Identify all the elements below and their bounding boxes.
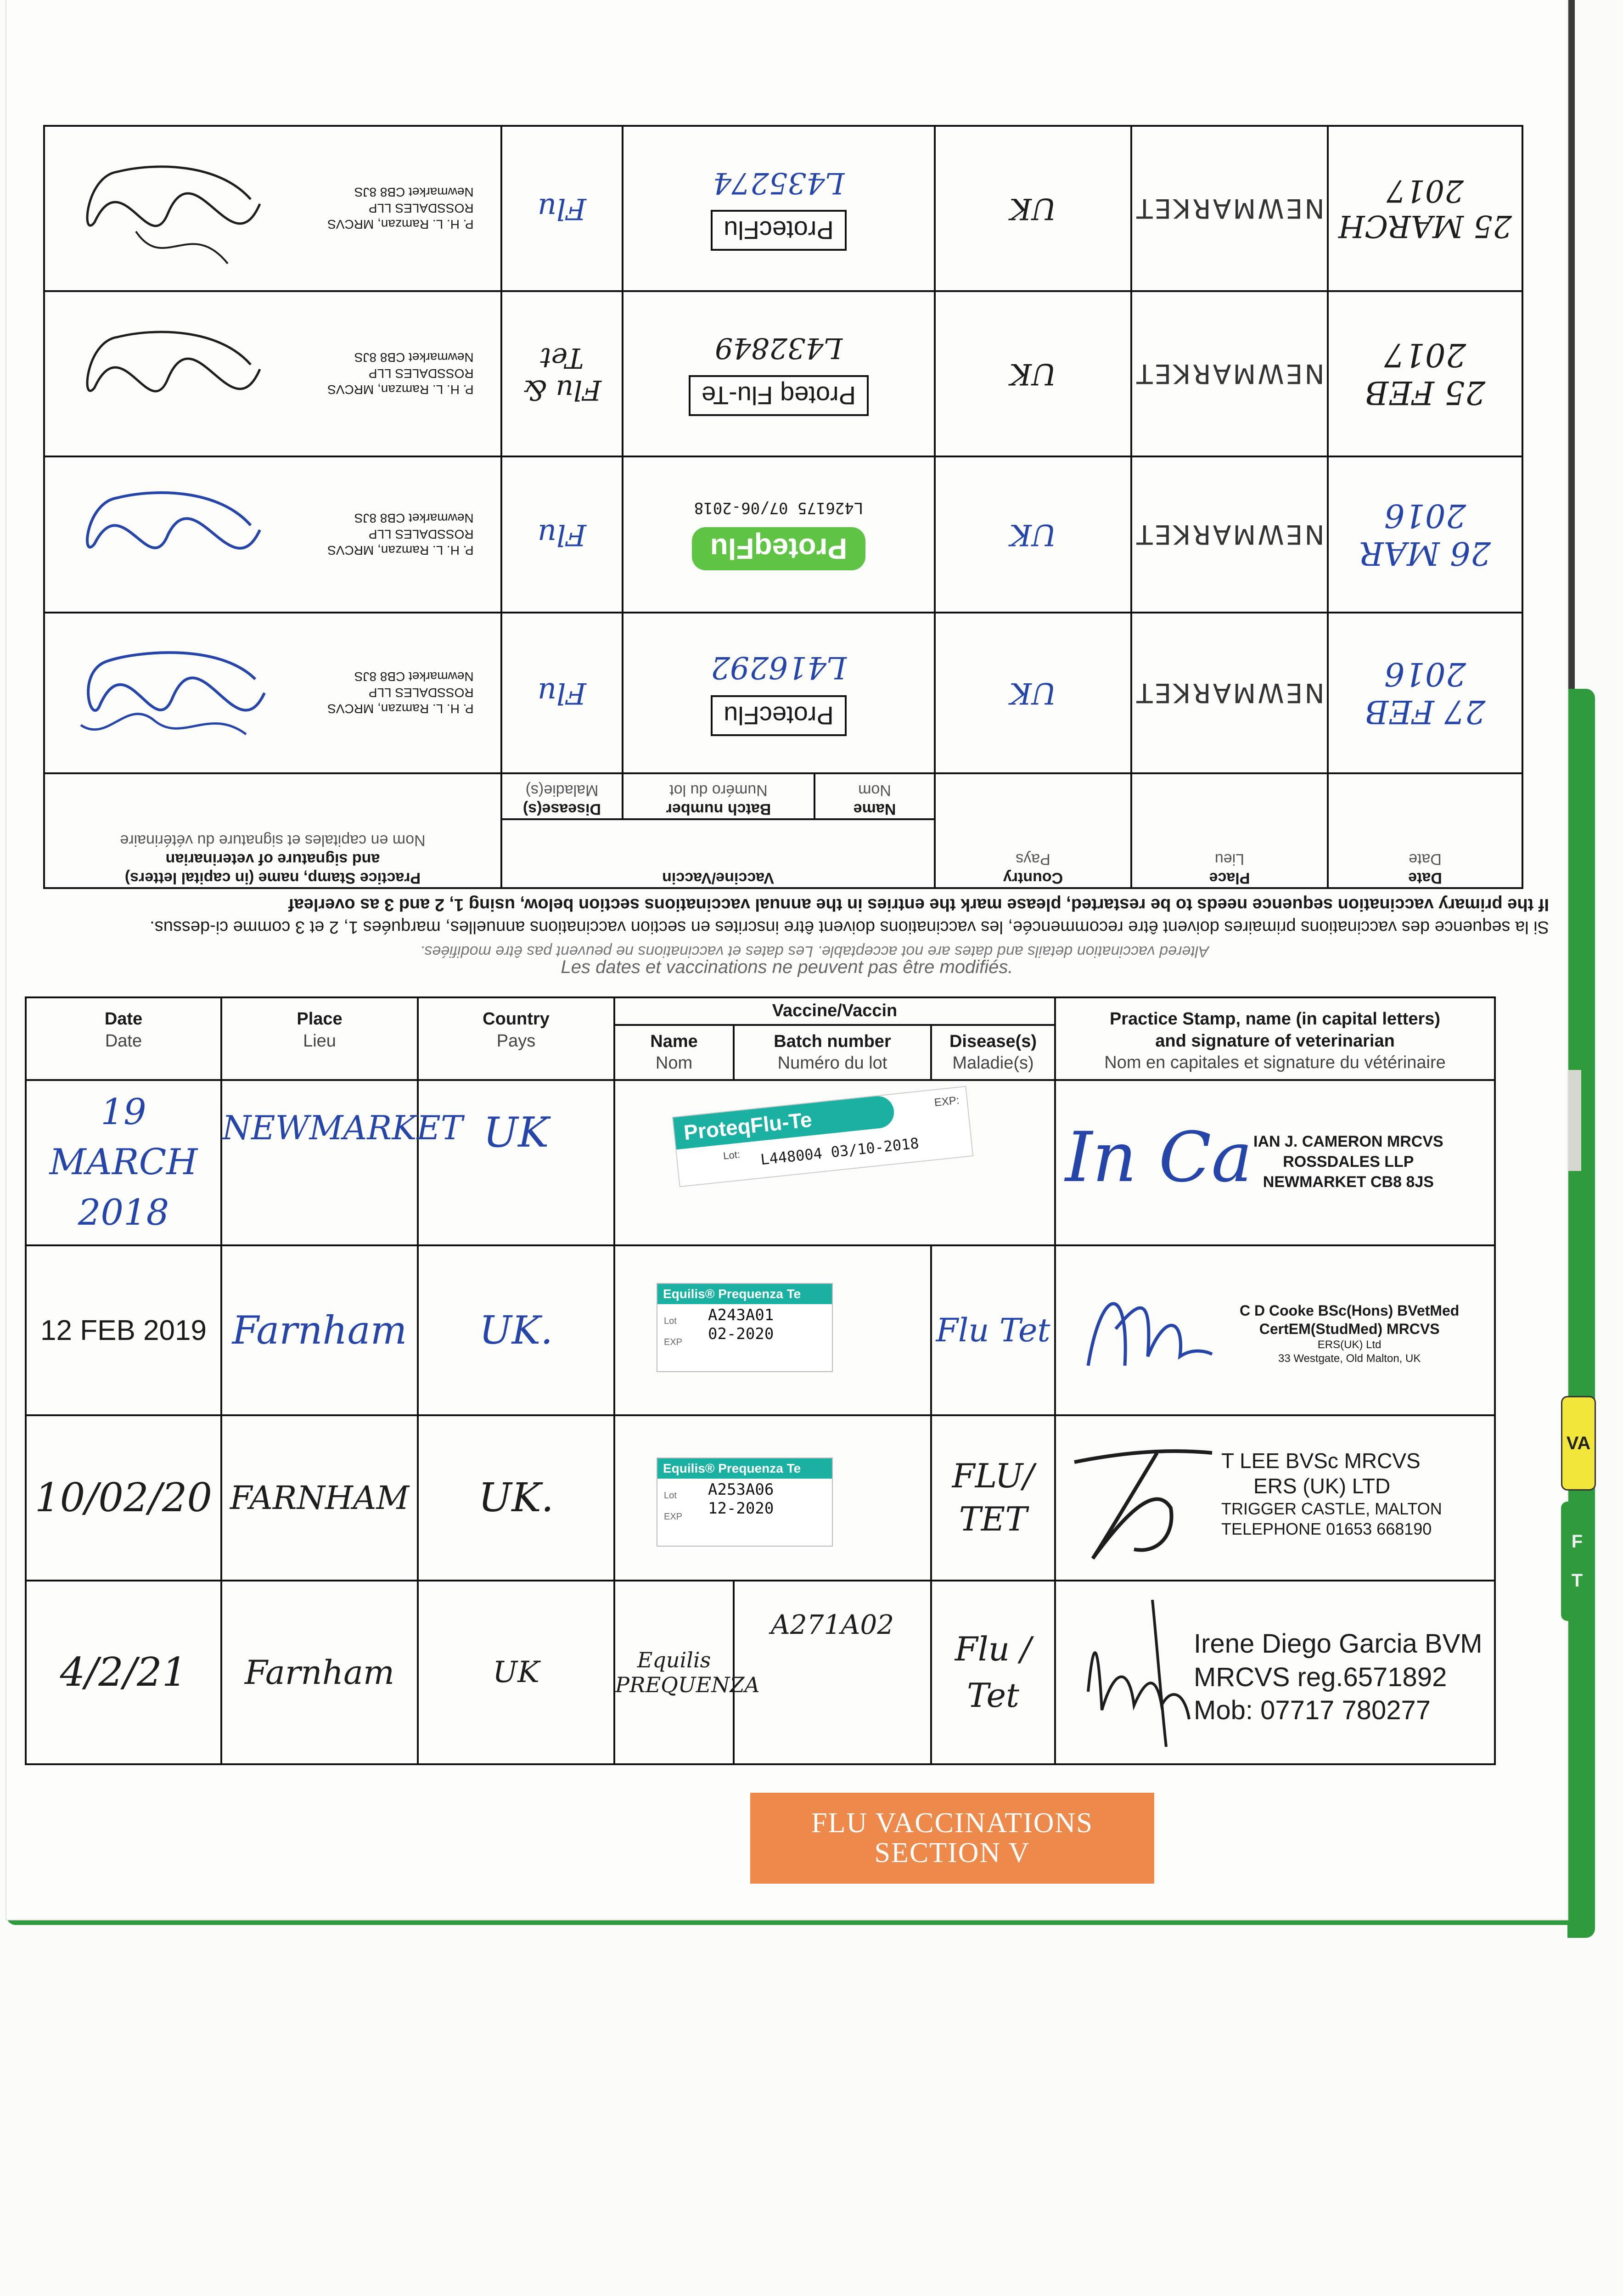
upper-vaccination-table	[45, 127, 1523, 889]
disease-cell: FLU/ TET	[931, 1415, 1055, 1581]
vaccine-name-cell: ProteqFlu L426175 07/06-2018	[623, 456, 935, 613]
place-cell: FARNHAM	[221, 1415, 418, 1581]
country-cell: UK	[935, 613, 1131, 773]
table-row	[44, 613, 1522, 773]
index-tab-ft[interactable]: F T	[1561, 1502, 1593, 1621]
vaccine-name-cell: ProtecFlu L435274	[623, 126, 935, 291]
header-vaccine: Vaccine/Vaccin	[501, 819, 935, 888]
index-tab-va[interactable]: VA	[1561, 1396, 1596, 1491]
header-disease: Disease(s) Maladie(s)	[501, 773, 623, 819]
country-cell: UK.	[418, 1245, 614, 1415]
header-date: Date Date	[26, 997, 221, 1080]
batch-cell: A271A02	[734, 1581, 931, 1764]
date-cell: 25 FEB 2017	[1328, 291, 1522, 456]
vet-stamp-cell	[44, 613, 501, 773]
vaccine-sticker-cell	[614, 1080, 1055, 1245]
signature	[1070, 1591, 1207, 1756]
vaccine-name-cell: Proteq Flu-Te L432849	[623, 291, 935, 456]
country-cell: UK	[418, 1581, 614, 1764]
header-country: Country Pays	[418, 997, 614, 1080]
signature	[72, 135, 274, 282]
vaccine-sticker: Equilis® Prequenza Te Lot EXP A253A06 12-2020	[657, 1458, 833, 1547]
table-row	[44, 126, 1522, 291]
header-country: Country Pays	[935, 773, 1131, 888]
cover-edge-right	[1567, 689, 1595, 1938]
vet-stamp-cell	[1055, 1080, 1495, 1245]
signature	[72, 466, 274, 603]
disease-cell: Flu Tet	[931, 1245, 1055, 1415]
vet-stamp: C D Cooke BSc(Hons) BVetMed CertEM(StudMed) MRCVS ERS(UK) Ltd 33 Westgate, Old Malton, UK	[1240, 1302, 1460, 1365]
vaccine-sticker: Equilis® Prequenza Te Lot EXP A243A01 02-2020	[657, 1283, 833, 1372]
place-cell: NEWMARKET	[1131, 456, 1328, 613]
header-disease: Disease(s) Maladie(s)	[931, 1025, 1055, 1080]
date-cell: 27 FEB 2016	[1328, 613, 1522, 773]
date-cell: 25 MARCH 2017	[1328, 126, 1522, 291]
signature	[72, 300, 274, 447]
lower-vaccination-table	[25, 996, 1494, 1763]
date-cell: 4/2/21	[26, 1581, 221, 1764]
country-cell: UK	[418, 1080, 614, 1245]
country-cell: UK	[935, 291, 1131, 456]
vaccine-sticker-cell	[614, 1415, 931, 1581]
vet-stamp: P. H. L. Ramzan, MRCVS ROSSDALES LLP Newmarket CB8 8JS	[327, 350, 474, 397]
place-cell: Farnham	[221, 1581, 418, 1764]
signature	[1065, 1435, 1217, 1568]
table-row	[44, 456, 1522, 613]
table-row	[44, 291, 1522, 456]
date-cell: 10/02/20	[26, 1415, 221, 1581]
table-row	[26, 1245, 1495, 1415]
header-stamp: Practice Stamp, name (in capital letters) and signature of veterinarian Nom en capitales et signature du vétérinaire	[44, 773, 501, 888]
place-cell: NEWMARKET	[1131, 291, 1328, 456]
no-modification-note: Les dates et vaccinations ne peuvent pas être modifiés.	[561, 957, 1013, 977]
vet-stamp: Irene Diego Garcia BVM MRCVS reg.6571892 Mob: 07717 780277	[1194, 1629, 1483, 1725]
header-name: Name Nom	[814, 773, 935, 819]
header-date: Date Date	[1328, 773, 1522, 888]
vet-stamp: IAN J. CAMERON MRCVS ROSSDALES LLP NEWMARKET CB8 8JS	[1253, 1133, 1443, 1191]
header-stamp: Practice Stamp, name (in capital letters) and signature of veterinarian Nom en capitales et signature du vétérinaire	[1055, 997, 1495, 1080]
vet-stamp-cell	[44, 456, 501, 613]
disease-cell: Flu / Tet	[931, 1581, 1055, 1764]
vaccine-name-cell: ProtecFlu L416292	[623, 613, 935, 773]
disease-cell: Flu	[501, 126, 623, 291]
country-cell: UK.	[418, 1415, 614, 1581]
signature	[72, 624, 274, 762]
vet-stamp-cell	[44, 126, 501, 291]
vet-stamp-cell	[1055, 1581, 1495, 1764]
section-banner: FLU VACCINATIONS SECTION V	[750, 1793, 1154, 1884]
header-batch: Batch number Numéro du lot	[734, 1025, 931, 1080]
vet-stamp-cell	[1055, 1245, 1495, 1415]
disease-cell: Flu & Tet	[501, 291, 623, 456]
vet-stamp: P. H. L. Ramzan, MRCVS ROSSDALES LLP Newmarket CB8 8JS	[327, 670, 474, 716]
vaccine-sticker: ProteqFlu-Te EXP: Lot: L448004 03/10-2018	[672, 1086, 974, 1187]
place-cell: NEWMARKET	[1131, 613, 1328, 773]
vet-stamp-cell	[44, 291, 501, 456]
country-cell: UK	[935, 456, 1131, 613]
vet-stamp: P. H. L. Ramzan, MRCVS ROSSDALES LLP Newmarket CB8 8JS	[327, 185, 474, 232]
header-vaccine: Vaccine/Vaccin	[614, 997, 1055, 1025]
signature: In Ca	[1065, 1118, 1252, 1198]
table-row	[26, 1415, 1495, 1581]
place-cell: NEWMARKET	[221, 1080, 418, 1245]
header-batch: Batch number Numéro du lot	[623, 773, 814, 819]
vet-stamp: T LEE BVSc MRCVS ERS (UK) LTD TRIGGER CASTLE, MALTON TELEPHONE 01653 668190	[1221, 1449, 1442, 1538]
restart-notice: Si la sequence des vaccinations primaires doivent être recommencée, les vaccinations doivent être inscrites en section vaccinations annuelles, marquées 1, 2 et 3 comme ci-dessus. If the primary vaccination sequence needs to be restarted, please mark the entries in the annual vaccinations section below, using 1, 2 and 3 as overleaf	[150, 895, 1549, 937]
header-place: Place Lieu	[1131, 773, 1328, 888]
date-cell: 12 FEB 2019	[26, 1245, 221, 1415]
header-place: Place Lieu	[221, 997, 418, 1080]
disease-cell: Flu	[501, 456, 623, 613]
vet-stamp: P. H. L. Ramzan, MRCVS ROSSDALES LLP Newmarket CB8 8JS	[327, 511, 474, 558]
altered-notice: Altered vaccination details and dates are not acceptable. Les dates et vaccinations ne peuvent pas être modifiées.	[420, 943, 1209, 960]
vaccine-name-cell: Equilis PREQUENZA	[614, 1581, 734, 1764]
country-cell: UK	[935, 126, 1131, 291]
disease-cell: Flu	[501, 613, 623, 773]
header-name: Name Nom	[614, 1025, 734, 1080]
vet-stamp-cell	[1055, 1415, 1495, 1581]
table-row	[26, 1080, 1495, 1245]
place-cell: NEWMARKET	[1131, 126, 1328, 291]
place-cell: Farnham	[221, 1245, 418, 1415]
table-row	[26, 1581, 1495, 1764]
passport-spread	[6, 0, 1567, 1919]
signature	[1074, 1274, 1221, 1384]
date-cell: 26 MAR 2016	[1328, 456, 1522, 613]
vaccine-sticker-cell	[614, 1245, 931, 1415]
date-cell: 19 MARCH 2018	[26, 1080, 221, 1245]
